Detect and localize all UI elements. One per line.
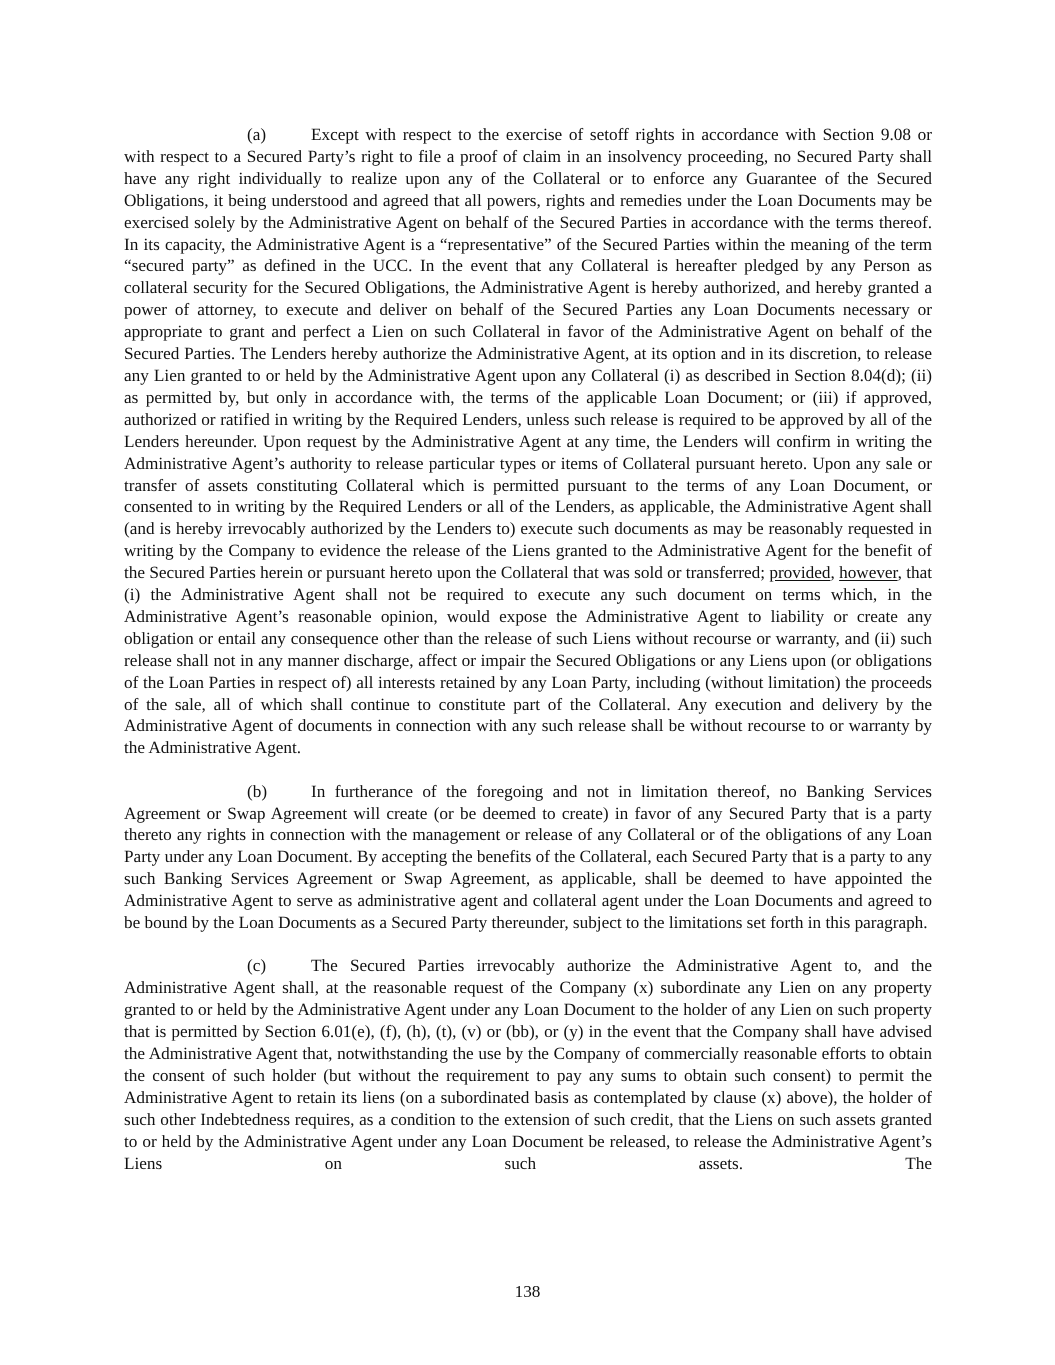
paragraph-label-a: (a) — [247, 125, 267, 144]
paragraph-a-text-1: Except with respect to the exercise of setoff rights in accordance with Section 9.08 or with respect to a Secured Party’s right to file a proof of claim in an insolvency proceeding, no Secured Party shall have any right individually to realize upon any of the Collateral or to enforce any Guarantee of the Secured Obligations, it being understood and agreed that all powers, rights and remedies under the Loan Documents may be exercised solely by the Administrative Agent on behalf of the Secured Parties in accordance with the terms thereof. In its capacity, the Administrative Agent is a “representative” of the Secured Parties within the meaning of the term “secured party” as defined in the UCC. In the event that any Collateral is hereafter pledged by any Person as collateral security for the Secured Obligations, the Administrative Agent is hereby authorized, and hereby granted a power of attorney, to execute and deliver on behalf of the Secured Parties any Loan Documents necessary or appropriate to grant and perfect a Lien on such Collateral in favor of the Administrative Agent on behalf of the Secured Parties. The Lenders hereby authorize the Administrative Agent, at its option and in its discretion, to release any Lien granted to or held by the Administrative Agent upon any Collateral (i) as described in Section 8.04(d); (ii) as permitted by, but only in accordance with, the terms of the applicable Loan Document; or (iii) if approved, authorized or ratified in writing by the Required Lenders, unless such release is required to be approved by all of the Lenders hereunder. Upon request by the Administrative Agent at any time, the Lenders will confirm in writing the Administrative Agent’s authority to release particular types or items of Collateral pursuant hereto. Upon any sale or transfer of assets constituting Collateral which is permitted pursuant to the terms of any Loan Document, or consented to in writing by the Required Lenders or all of the Lenders, as applicable, the Administrative Agent shall (and is hereby irrevocably authorized by the Lenders to) execute such documents as may be reasonably requested in writing by the Company to evidence the release of the Liens granted to the Administrative Agent for the benefit of the Secured Parties herein or pursuant hereto upon the Collateral that was sold or transferred; — [124, 125, 932, 583]
page-number: 138 — [514, 1282, 541, 1301]
however-term: however — [839, 563, 898, 583]
paragraph-a-text-2: , that (i) the Administrative Agent shall not be required to execute any such document on terms which, in the Administrative Agent’s reasonable opinion, would expose the Administrative Agent to liability or create any obligation or entail any consequence other than the release of such Liens without recourse or warranty, and (ii) such release shall not in any manner discharge, affect or impair the Secured Obligations or any Liens upon (or obligations of the Loan Parties in respect of) all interests retained by any Loan Party, including (without limitation) the proceeds of the sale, all of which shall continue to constitute part of the Collateral. Any execution and delivery by the Administrative Agent of documents in connection with any such release shall be without recourse to or warranty by the Administrative Agent. — [124, 563, 932, 758]
paragraph-c-text: The Secured Parties irrevocably authorize the Administrative Agent to, and the Administrative Agent shall, at the reasonable request of the Company (x) subordinate any Lien on any property granted to or held by the Administrative Agent under any Loan Document to the holder of any Lien on such property that is permitted by Section 6.01(e), (f), (h), (t), (v) or (bb), or (y) in the event that the Company shall have advised the Administrative Agent that, notwithstanding the use by the Company of commercially reasonable efforts to obtain the consent of such holder (but without the requirement to pay any sums to obtain such consent) to permit the Administrative Agent to retain its liens (on a subordinated basis as contemplated by clause (x) above), the holder of such other Indebtedness requires, as a condition to the extension of such credit, that the Liens on such assets granted to or held by the Administrative Agent under any Loan Document be released, to release the Administrative Agent’s Liens on such assets. The — [124, 956, 932, 1173]
document-body — [124, 124, 932, 1196]
paragraph-b-text: In furtherance of the foregoing and not in limitation thereof, no Banking Services Agreement or Swap Agreement will create (or be deemed to create) in favor of any Secured Party that is a party thereto any rights in connection with the management or release of any Collateral or of the obligations of any Loan Party under any Loan Document. By accepting the benefits of the Collateral, each Secured Party that is a party to any such Banking Services Agreement or Swap Agreement, as applicable, shall be deemed to have appointed the Administrative Agent to serve as administrative agent and collateral agent under the Loan Documents and agreed to be bound by the Loan Documents as a Secured Party thereunder, subject to the limitations set forth in this paragraph. — [124, 781, 932, 933]
paragraph-label-c: (c) — [247, 956, 267, 976]
paragraph-label-b: (b) — [247, 781, 268, 801]
paragraph-a-separator: , — [830, 563, 840, 583]
provided-term: provided — [769, 563, 831, 583]
paragraph-c — [124, 955, 932, 1174]
paragraph-b — [124, 781, 932, 934]
paragraph-a — [124, 124, 932, 759]
